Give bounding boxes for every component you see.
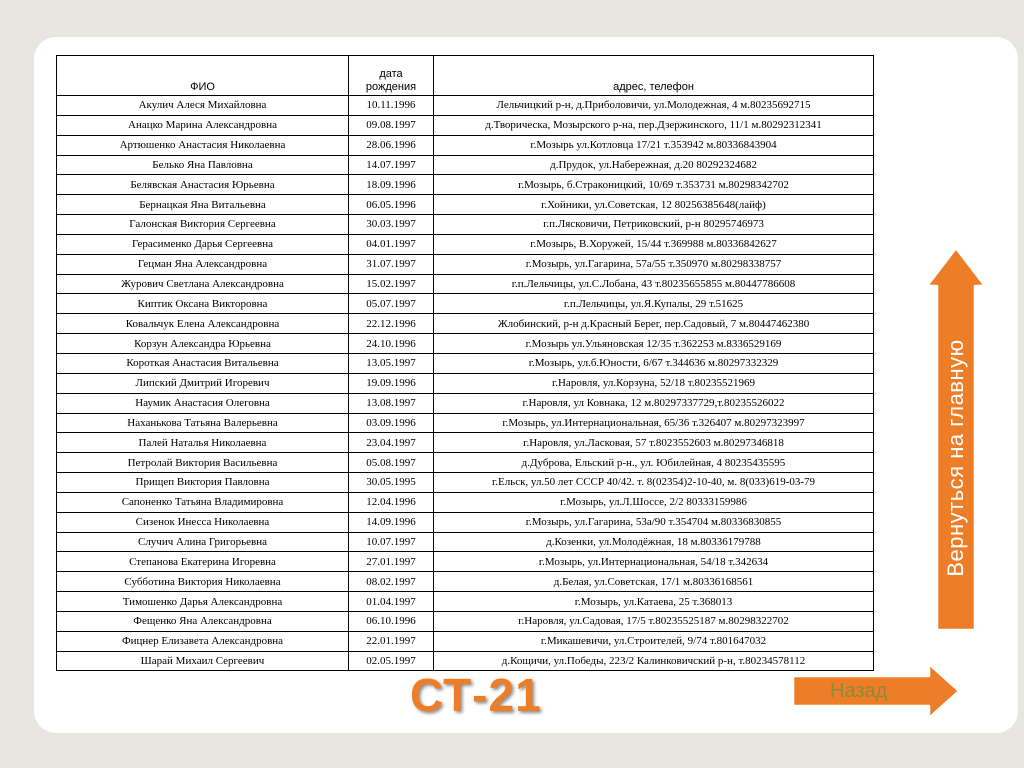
cell-dob: 02.05.1997	[349, 651, 434, 671]
cell-address: г.Хойники, ул.Советская, 12 80256385648(лайф)	[434, 195, 874, 215]
table-row	[57, 433, 874, 453]
home-button-label[interactable]: Вернуться на главную	[943, 339, 968, 577]
cell-address: г.Мозырь ул.Ульяновская 12/35 т.362253 м.8336529169	[434, 334, 874, 354]
cell-dob: 30.03.1997	[349, 215, 434, 235]
cell-address: д.Козенки, ул.Молодёжная, 18 м.80336179788	[434, 532, 874, 552]
cell-dob: 22.01.1997	[349, 631, 434, 651]
header-dob-line1: дата	[379, 68, 403, 80]
cell-dob: 06.05.1996	[349, 195, 434, 215]
cell-dob: 23.04.1997	[349, 433, 434, 453]
table-row	[57, 334, 874, 354]
cell-address: г.Мозырь, ул.Интернациональная, 65/36 т.326407 м.80297323997	[434, 413, 874, 433]
header-fio: ФИО	[57, 56, 349, 96]
cell-address: г.п.Лельчицы, ул.С.Лобана, 43 т.80235655855 м.80447786608	[434, 274, 874, 294]
cell-address: Жлобинский, р-н д.Красный Берег, пер.Садовый, 7 м.80447462380	[434, 314, 874, 334]
cell-address: г.Мозырь, ул.Катаева, 25 т.368013	[434, 592, 874, 612]
table-row	[57, 373, 874, 393]
cell-dob: 03.09.1996	[349, 413, 434, 433]
cell-fio: Галонская Виктория Сергеевна	[57, 215, 349, 235]
cell-address: Лельчицкий р-н, д.Приболовичи, ул.Молодежная, 4 м.80235692715	[434, 96, 874, 116]
header-address: адрес, телефон	[434, 56, 874, 96]
cell-fio: Журович Светлана Александровна	[57, 274, 349, 294]
table-row	[57, 512, 874, 532]
table-row	[57, 314, 874, 334]
cell-fio: Белько Яна Павловна	[57, 155, 349, 175]
cell-dob: 27.01.1997	[349, 552, 434, 572]
cell-address: г.Мозырь ул.Котловца 17/21 т.353942 м.80336843904	[434, 135, 874, 155]
table-row	[57, 175, 874, 195]
cell-dob: 10.11.1996	[349, 96, 434, 116]
cell-fio: Акулич Алеся Михайловна	[57, 96, 349, 116]
table-row	[57, 473, 874, 493]
cell-fio: Белявская Анастасия Юрьевна	[57, 175, 349, 195]
cell-fio: Гецман Яна Александровна	[57, 254, 349, 274]
table-row	[57, 274, 874, 294]
cell-dob: 05.07.1997	[349, 294, 434, 314]
cell-dob: 22.12.1996	[349, 314, 434, 334]
slide-title: СТ-21	[410, 669, 542, 721]
cell-address: г.Мозырь, ул.Л.Шоссе, 2/2 80333159986	[434, 492, 874, 512]
cell-dob: 14.07.1997	[349, 155, 434, 175]
cell-address: г.Мозырь, В.Хоружей, 15/44 т.369988 м.80336842627	[434, 234, 874, 254]
cell-address: д.Белая, ул.Советская, 17/1 м.80336168561	[434, 572, 874, 592]
cell-fio: Фещенко Яна Александровна	[57, 611, 349, 631]
cell-fio: Корзун Александра Юрьевна	[57, 334, 349, 354]
cell-fio: Липский Дмитрий Игоревич	[57, 373, 349, 393]
table-row	[57, 413, 874, 433]
cell-fio: Палей Наталья Николаевна	[57, 433, 349, 453]
cell-dob: 19.09.1996	[349, 373, 434, 393]
cell-address: г.Мозырь, ул.Гагарина, 53а/90 т.354704 м.80336830855	[434, 512, 874, 532]
cell-dob: 01.04.1997	[349, 592, 434, 612]
cell-fio: Бернацкая Яна Витальевна	[57, 195, 349, 215]
cell-dob: 13.05.1997	[349, 353, 434, 373]
cell-address: д.Дуброва, Ельский р-н., ул. Юбилейная, 4 80235435595	[434, 453, 874, 473]
cell-dob: 31.07.1997	[349, 254, 434, 274]
cell-fio: Субботина Виктория Николаевна	[57, 572, 349, 592]
cell-dob: 08.02.1997	[349, 572, 434, 592]
cell-fio: Сизенок Инесса Николаевна	[57, 512, 349, 532]
cell-fio: Сапоненко Татьяна Владимировна	[57, 492, 349, 512]
cell-dob: 18.09.1996	[349, 175, 434, 195]
cell-address: г.п.Лясковичи, Петриковский, р-н 80295746973	[434, 215, 874, 235]
cell-dob: 30.05.1995	[349, 473, 434, 493]
cell-address: г.Ельск, ул.50 лет СССР 40/42. т. 8(02354)2-10-40, м. 8(033)619-03-79	[434, 473, 874, 493]
cell-address: г.Микашевичи, ул.Строителей, 9/74 т.801647032	[434, 631, 874, 651]
cell-fio: Киптик Оксана Викторовна	[57, 294, 349, 314]
cell-fio: Степанова Екатерина Игоревна	[57, 552, 349, 572]
cell-address: г.Мозырь, ул.Интернациональная, 54/18 т.342634	[434, 552, 874, 572]
cell-dob: 15.02.1997	[349, 274, 434, 294]
table-row	[57, 532, 874, 552]
header-dob	[349, 56, 434, 96]
cell-fio: Шарай Михаил Сергеевич	[57, 651, 349, 671]
table-row	[57, 135, 874, 155]
table-body	[57, 96, 874, 671]
cell-fio: Герасименко Дарья Сергеевна	[57, 234, 349, 254]
table-row	[57, 552, 874, 572]
cell-fio: Прищеп Виктория Павловна	[57, 473, 349, 493]
table-row	[57, 631, 874, 651]
cell-address: г.Наровля, ул.Садовая, 17/5 т.80235525187 м.80298322702	[434, 611, 874, 631]
back-button-label[interactable]: Назад	[830, 680, 888, 702]
cell-address: д.Прудок, ул.Набережная, д.20 80292324682	[434, 155, 874, 175]
cell-address: г.Наровля, ул.Ласковая, 57 т.8023552603 м.80297346818	[434, 433, 874, 453]
table-row	[57, 353, 874, 373]
cell-dob: 13.08.1997	[349, 393, 434, 413]
cell-dob: 10.07.1997	[349, 532, 434, 552]
cell-fio: Фицнер Елизавета Александровна	[57, 631, 349, 651]
students-table	[56, 55, 874, 671]
cell-address: г.Мозырь, б.Страконицкий, 10/69 т.353731 м.80298342702	[434, 175, 874, 195]
table-row	[57, 492, 874, 512]
cell-address: г.Мозырь, ул.б.Юности, 6/67 т.344636 м.80297332329	[434, 353, 874, 373]
cell-fio: Наханькова Татьяна Валерьевна	[57, 413, 349, 433]
cell-dob: 04.01.1997	[349, 234, 434, 254]
cell-address: г.п.Лельчицы, ул.Я.Купалы, 29 т.51625	[434, 294, 874, 314]
header-dob-line2: рождения	[365, 81, 417, 93]
cell-fio: Тимошенко Дарья Александровна	[57, 592, 349, 612]
table-row	[57, 294, 874, 314]
cell-fio: Короткая Анастасия Витальевна	[57, 353, 349, 373]
table-row	[57, 234, 874, 254]
cell-address: г.Мозырь, ул.Гагарина, 57а/55 т.350970 м.80298338757	[434, 254, 874, 274]
cell-fio: Ковальчук Елена Александровна	[57, 314, 349, 334]
cell-fio: Артюшенко Анастасия Николаевна	[57, 135, 349, 155]
cell-dob: 05.08.1997	[349, 453, 434, 473]
cell-fio: Петролай Виктория Васильевна	[57, 453, 349, 473]
cell-address: г.Наровля, ул.Корзуна, 52/18 т.80235521969	[434, 373, 874, 393]
cell-dob: 24.10.1996	[349, 334, 434, 354]
table-row	[57, 195, 874, 215]
cell-dob: 06.10.1996	[349, 611, 434, 631]
table-row	[57, 611, 874, 631]
cell-fio: Анацко Марина Александровна	[57, 115, 349, 135]
cell-dob: 14.09.1996	[349, 512, 434, 532]
table-row	[57, 592, 874, 612]
cell-address: д.Кощичи, ул.Победы, 223/2 Калинковичский р-н, т.80234578112	[434, 651, 874, 671]
table-row	[57, 155, 874, 175]
table-row	[57, 215, 874, 235]
table-row	[57, 96, 874, 116]
table-row	[57, 254, 874, 274]
table-row	[57, 453, 874, 473]
cell-dob: 12.04.1996	[349, 492, 434, 512]
table-header-row	[57, 56, 874, 96]
cell-address: д.Творическа, Мозырского р-на, пер.Дзержинского, 11/1 м.80292312341	[434, 115, 874, 135]
cell-fio: Случич Алина Григорьевна	[57, 532, 349, 552]
table-row	[57, 572, 874, 592]
cell-dob: 09.08.1997	[349, 115, 434, 135]
cell-fio: Наумик Анастасия Олеговна	[57, 393, 349, 413]
cell-address: г.Наровля, ул Ковнака, 12 м.80297337729,т.80235526022	[434, 393, 874, 413]
table-row	[57, 393, 874, 413]
table-row	[57, 115, 874, 135]
cell-dob: 28.06.1996	[349, 135, 434, 155]
